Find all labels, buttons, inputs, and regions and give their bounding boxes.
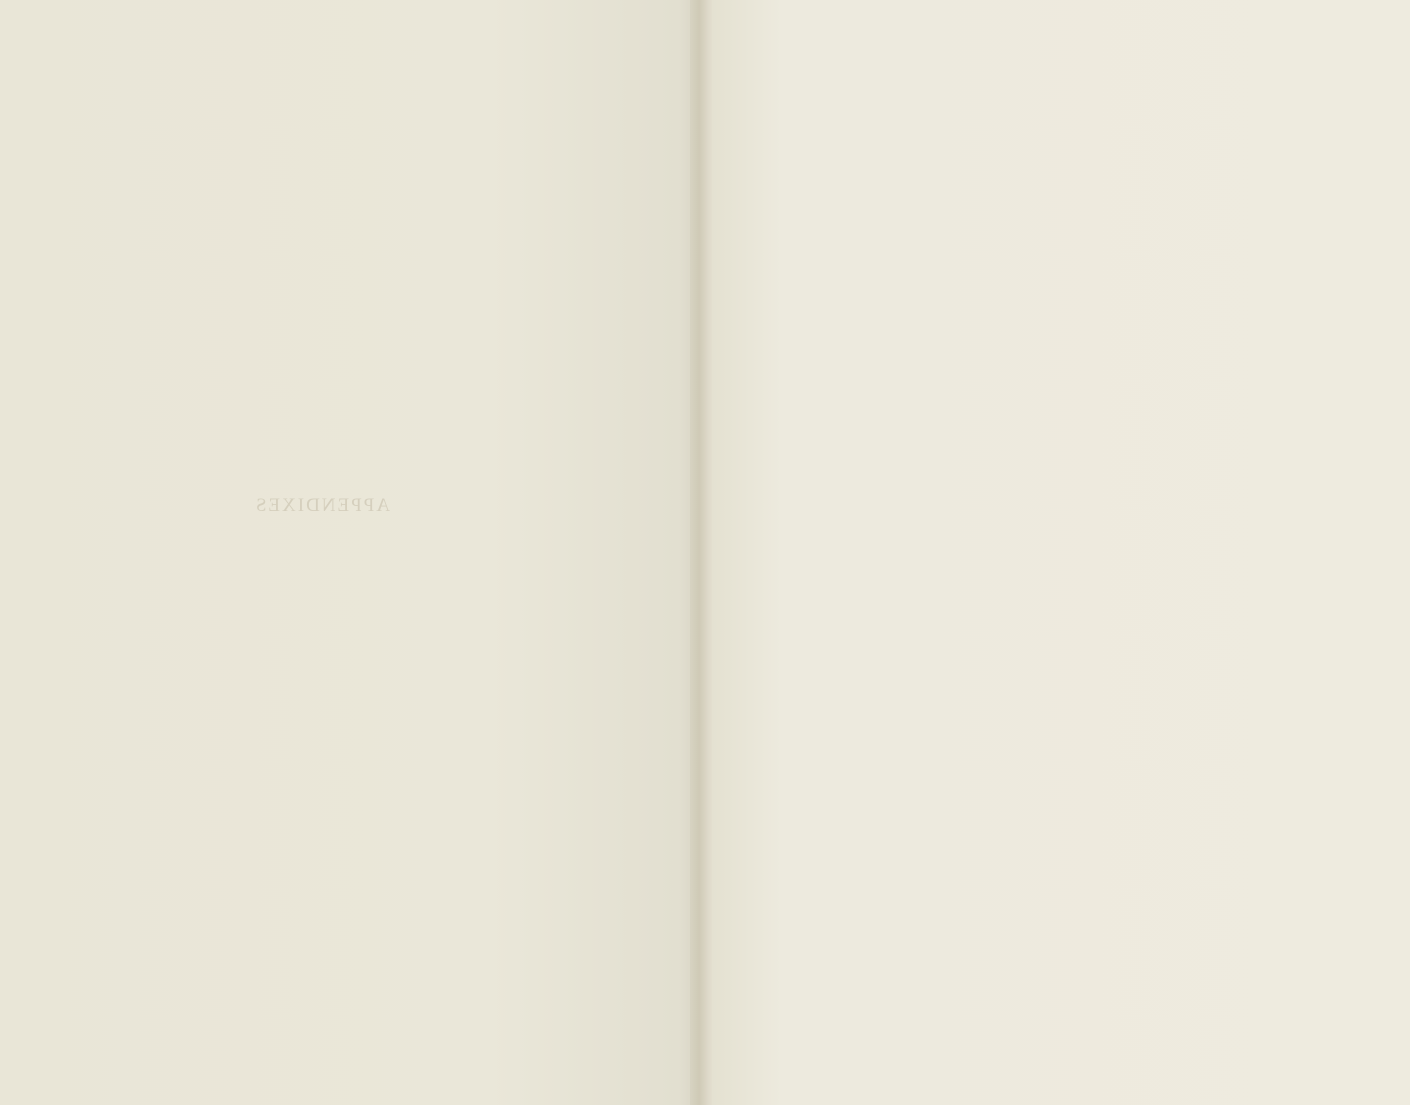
right-page — [712, 0, 1410, 1105]
left-page — [0, 0, 700, 1105]
show-through-text: APPENDIXES — [253, 495, 390, 516]
